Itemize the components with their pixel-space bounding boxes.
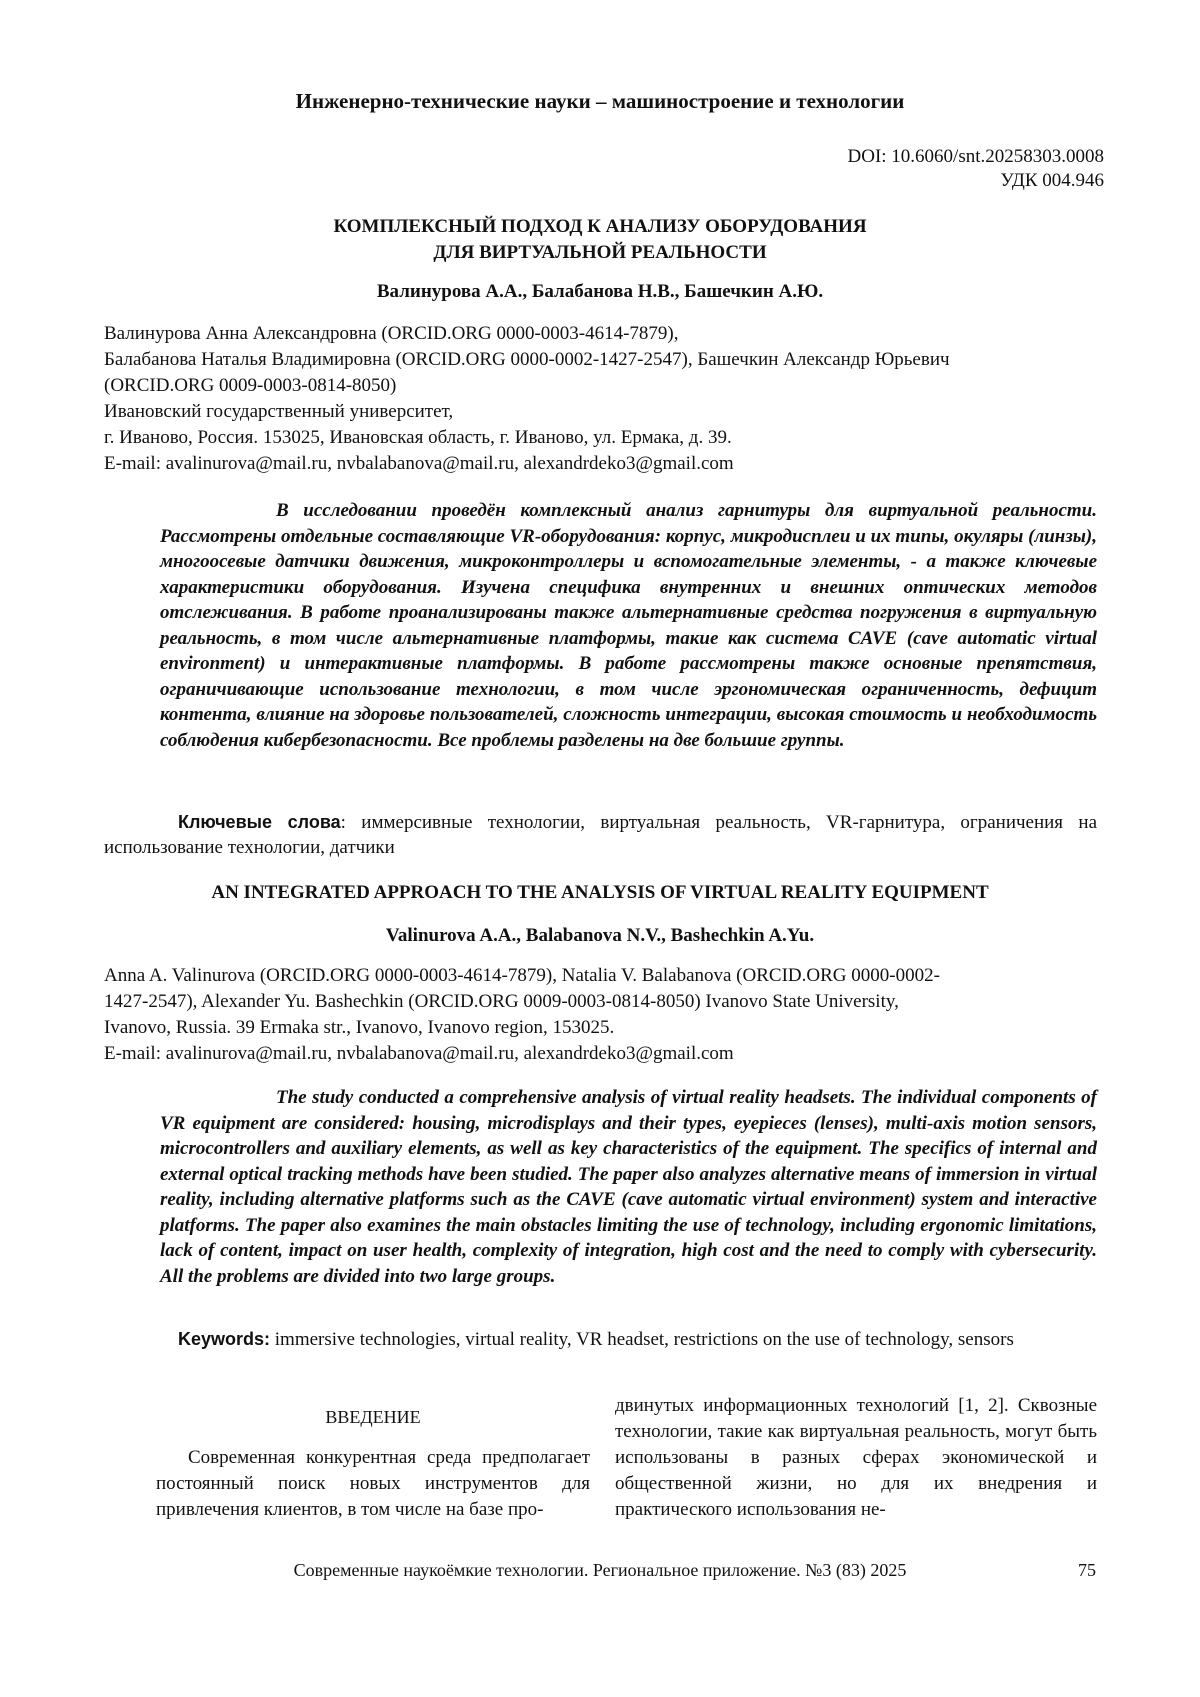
- affiliation-line: Ivanovo, Russia. 39 Ermaka str., Ivanovo, Ivanovo region, 153025.: [104, 1017, 615, 1038]
- affiliation-en: [104, 963, 1104, 1067]
- affiliation-line: E-mail: avalinurova@mail.ru, nvbalabanova@mail.ru, alexandrdeko3@gmail.com: [104, 453, 734, 474]
- abstract-ru: В исследовании проведён комплексный анализ гарнитуры для виртуальной реальности. Рассмотрены отдельные составляющие VR-оборудования: корпус, микродисплеи и их типы, окуляры (линзы), многоосевые датчики движения, микроконтроллеры и вспомогательные элементы, - а также ключевые характеристики оборудования. Изучена специфика внутренних и внешних оптических методов отслеживания. В работе проанализированы также альтернативные средства погружения в виртуальную реальность, в том числе альтернативные платформы, такие как система CAVE (cave automatic virtual environment) и интерактивные платформы. В работе рассмотрены также основные препятствия, ограничивающие использование технологии, в том числе эргономическая ограниченность, дефицит контента, влияние на здоровье пользователей, сложность интеграции, высокая стоимость и необходимость соблюдения кибербезопасности. Все проблемы разделены на две большие группы.: [160, 500, 1097, 751]
- keywords-label-en: Keywords:: [178, 1329, 271, 1349]
- abstract-en: The study conducted a comprehensive analysis of virtual reality headsets. The individual components of VR equipment are considered: housing, microdisplays and their types, eyepieces (lenses), multi-axis motion sensors, microcontrollers and auxiliary elements, as well as key characteristics of the equipment. The specifics of internal and external optical tracking methods have been studied. The paper also analyzes alternative means of immersion in virtual reality, including alternative platforms such as the CAVE (cave automatic virtual environment) system and interactive platforms. The paper also examines the main obstacles limiting the use of technology, including ergonomic limitations, lack of content, impact on user health, complexity of integration, high cost and the need to comply with cybersecurity. All the problems are divided into two large groups.: [160, 1087, 1097, 1287]
- keywords-en: [104, 1327, 1097, 1352]
- affiliation-line: E-mail: avalinurova@mail.ru, nvbalabanova@mail.ru, alexandrdeko3@gmail.com: [104, 1043, 734, 1064]
- affiliation-ru: [104, 321, 1104, 477]
- body-left-column: Современная конкурентная среда предполагает постоянный поиск новых инструментов для привлечения клиентов, в том числе на базе про-: [156, 1447, 590, 1520]
- affiliation-line: Валинурова Анна Александровна (ORCID.ORG 0000-0003-4614-7879),: [104, 323, 679, 344]
- affiliation-line: г. Иваново, Россия. 153025, Ивановская область, г. Иваново, ул. Ермака, д. 39.: [104, 427, 732, 448]
- section-heading-introduction: ВВЕДЕНИЕ: [325, 1407, 421, 1427]
- keywords-text-ru: : иммерсивные технологии, виртуальная реальность, VR-гарнитура, ограничения на использование технологии, датчики: [104, 812, 1098, 858]
- doi: DOI: 10.6060/snt.20258303.0008: [847, 146, 1104, 167]
- affiliation-line: Anna A. Valinurova (ORCID.ORG 0000-0003-4614-7879), Natalia V. Balabanova (ORCID.ORG 0000-0002-: [104, 965, 940, 986]
- affiliation-line: (ORCID.ORG 0009-0003-0814-8050): [104, 375, 397, 396]
- keywords-ru: [104, 810, 1097, 860]
- journal-footer: Современные наукоёмкие технологии. Региональное приложение. №3 (83) 2025: [293, 1560, 907, 1580]
- page-number: 75: [1078, 1560, 1096, 1580]
- paper-title-en: AN INTEGRATED APPROACH TO THE ANALYSIS OF VIRTUAL REALITY EQUIPMENT: [211, 882, 989, 903]
- keywords-label-ru: Ключевые слова: [178, 812, 341, 832]
- authors-en: Valinurova A.A., Balabanova N.V., Bashechkin A.Yu.: [385, 925, 815, 946]
- affiliation-line: 1427-2547), Alexander Yu. Bashechkin (ORCID.ORG 0009-0003-0814-8050) Ivanovo State University,: [104, 991, 899, 1012]
- body-right-column: двинутых информационных технологий [1, 2]. Сквозные технологии, такие как виртуальная реальность, могут быть использованы в разных сферах экономической и общественной жизни, но для их внедрения и практического использования не-: [615, 1395, 1097, 1520]
- authors-ru: Валинурова А.А., Балабанова Н.В., Башечкин А.Ю.: [376, 281, 824, 302]
- paper-title-ru: [0, 214, 1200, 266]
- journal-section-title: Инженерно-технические науки – машиностроение и технологии: [295, 89, 905, 113]
- affiliation-line: Ивановский государственный университет,: [104, 401, 454, 422]
- affiliation-line: Балабанова Наталья Владимировна (ORCID.ORG 0000-0002-1427-2547), Башечкин Александр Юрьевич: [104, 349, 950, 370]
- keywords-text-en: immersive technologies, virtual reality, VR headset, restrictions on the use of technology, sensors: [270, 1329, 1014, 1350]
- udk: УДК 004.946: [1000, 170, 1104, 191]
- paper-title-ru-line: ДЛЯ ВИРТУАЛЬНОЙ РЕАЛЬНОСТИ: [433, 242, 767, 263]
- paper-title-ru-line: КОМПЛЕКСНЫЙ ПОДХОД К АНАЛИЗУ ОБОРУДОВАНИЯ: [333, 216, 867, 237]
